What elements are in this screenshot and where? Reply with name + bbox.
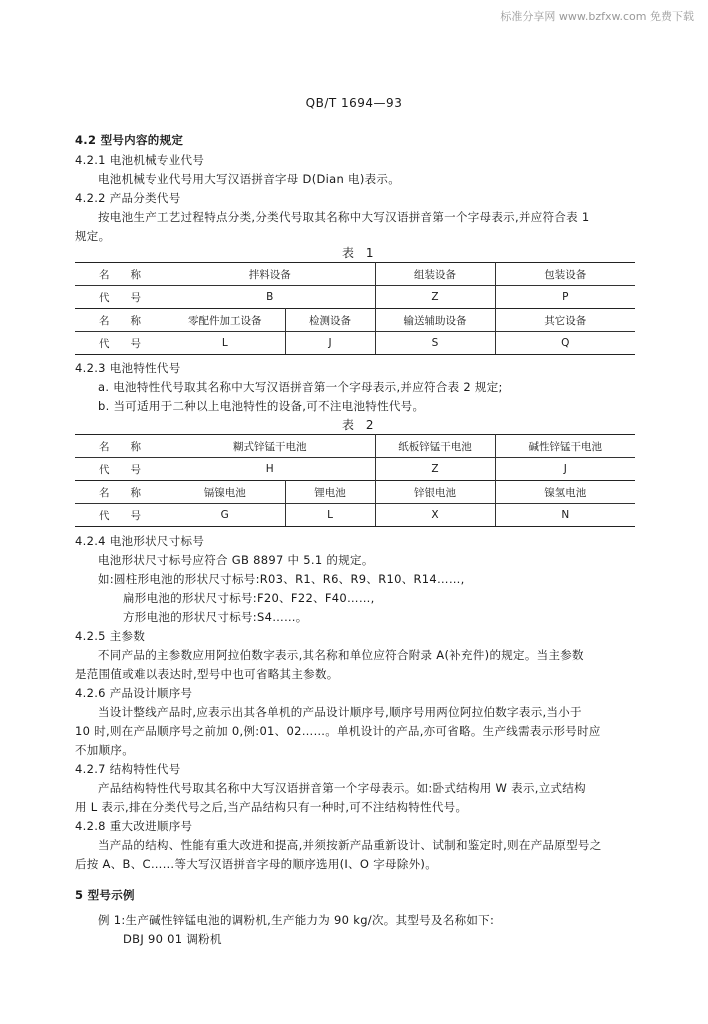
paragraph-4-2-4-example-2: 扁形电池的形状尺寸标号:F20、F22、F40……,: [123, 591, 375, 605]
paragraph-4-2-3-a: a. 电池特性代号取其名称中大写汉语拼音第一个字母表示,并应符合表 2 规定;: [98, 380, 503, 394]
table-cell: 代 号: [75, 286, 165, 309]
table-1: [75, 262, 635, 355]
table-cell: 碱性锌锰干电池: [495, 435, 635, 458]
table-cell: X: [375, 504, 495, 527]
example-1-model: DBJ 90 01 调粉机: [123, 932, 222, 946]
table-cell: 名 称: [75, 435, 165, 458]
table-row: [75, 309, 635, 332]
paragraph-4-2-8-line2: 后按 A、B、C……等大写汉语拼音字母的顺序选用(I、O 字母除外)。: [75, 857, 438, 871]
table-cell: 拌料设备: [165, 263, 375, 286]
paragraph-4-2-7-line2: 用 L 表示,排在分类代号之后,当产品结构只有一种时,可不注结构特性代号。: [75, 800, 468, 814]
table-2-caption: 表 2: [342, 418, 378, 432]
table-cell: 包装设备: [495, 263, 635, 286]
paragraph-4-2-2-line1: 按电池生产工艺过程特点分类,分类代号取其名称中大写汉语拼音第一个字母表示,并应符合表 1: [98, 210, 590, 224]
table-cell: 代 号: [75, 332, 165, 355]
paragraph-4-2-5-line2: 是范围值或难以表达时,型号中也可省略其主参数。: [75, 667, 339, 681]
table-cell: 镉镍电池: [165, 481, 285, 504]
table-cell: 代 号: [75, 458, 165, 481]
paragraph-4-2-4-example-1: 如:圆柱形电池的形状尺寸标号:R03、R1、R6、R9、R10、R14……,: [98, 572, 465, 586]
section-4-2-8-heading: 4.2.8 重大改进顺序号: [75, 819, 193, 833]
table-cell: 代 号: [75, 504, 165, 527]
paragraph-4-2-6-line1: 当设计整线产品时,应表示出其各单机的产品设计顺序号,顺序号用两位阿拉伯数字表示,当小于: [98, 705, 582, 719]
table-cell: H: [165, 458, 375, 481]
paragraph-4-2-4-example-3: 方形电池的形状尺寸标号:S4……。: [123, 610, 308, 624]
watermark: 标准分享网 www.bzfxw.com 免费下载: [500, 10, 694, 23]
table-cell: 锌银电池: [375, 481, 495, 504]
table-cell: 锂电池: [285, 481, 375, 504]
table-cell: 纸板锌锰干电池: [375, 435, 495, 458]
table-cell: N: [495, 504, 635, 527]
table-cell: 其它设备: [495, 309, 635, 332]
table-cell: S: [375, 332, 495, 355]
section-4-2-7-heading: 4.2.7 结构特性代号: [75, 762, 181, 776]
section-4-2-heading: 4.2 型号内容的规定: [75, 133, 184, 147]
section-4-2-6-heading: 4.2.6 产品设计顺序号: [75, 686, 193, 700]
table-cell: 组装设备: [375, 263, 495, 286]
table-cell: 名 称: [75, 263, 165, 286]
table-row: [75, 458, 635, 481]
table-cell: Q: [495, 332, 635, 355]
table-cell: 糊式锌锰干电池: [165, 435, 375, 458]
section-4-2-5-heading: 4.2.5 主参数: [75, 629, 146, 643]
table-cell: 输送辅助设备: [375, 309, 495, 332]
paragraph-4-2-3-b: b. 当可适用于二种以上电池特性的设备,可不注电池特性代号。: [98, 399, 425, 413]
section-4-2-2-heading: 4.2.2 产品分类代号: [75, 191, 181, 205]
table-cell: 检测设备: [285, 309, 375, 332]
table-cell: 名 称: [75, 309, 165, 332]
table-row: [75, 504, 635, 527]
table-2: [75, 434, 635, 527]
section-4-2-4-heading: 4.2.4 电池形状尺寸标号: [75, 534, 205, 548]
table-row: [75, 332, 635, 355]
table-cell: 名 称: [75, 481, 165, 504]
table-cell: 镍氢电池: [495, 481, 635, 504]
table-cell: J: [285, 332, 375, 355]
table-row: [75, 481, 635, 504]
paragraph-4-2-4: 电池形状尺寸标号应符合 GB 8897 中 5.1 的规定。: [98, 553, 374, 567]
table-row: [75, 286, 635, 309]
paragraph-4-2-1: 电池机械专业代号用大写汉语拼音字母 D(Dian 电)表示。: [98, 172, 401, 186]
paragraph-4-2-6-line3: 不加顺序。: [75, 743, 134, 757]
table-cell: P: [495, 286, 635, 309]
table-cell: J: [495, 458, 635, 481]
paragraph-4-2-5-line1: 不同产品的主参数应用阿拉伯数字表示,其名称和单位应符合附录 A(补充件)的规定。当主参数: [98, 648, 584, 662]
paragraph-4-2-2-line2: 规定。: [75, 229, 111, 243]
section-4-2-3-heading: 4.2.3 电池特性代号: [75, 361, 181, 375]
table-cell: L: [165, 332, 285, 355]
table-row: [75, 435, 635, 458]
table-cell: B: [165, 286, 375, 309]
table-cell: G: [165, 504, 285, 527]
table-cell: Z: [375, 286, 495, 309]
table-cell: 零配件加工设备: [165, 309, 285, 332]
table-1-caption: 表 1: [342, 246, 378, 260]
page-header: QB/T 1694—93: [305, 96, 403, 110]
section-5-heading: 5 型号示例: [75, 888, 135, 902]
section-4-2-1-heading: 4.2.1 电池机械专业代号: [75, 153, 205, 167]
table-cell: L: [285, 504, 375, 527]
example-1-text: 例 1:生产碱性锌锰电池的调粉机,生产能力为 90 kg/次。其型号及名称如下:: [98, 913, 495, 927]
paragraph-4-2-6-line2: 10 时,则在产品顺序号之前加 0,例:01、02……。单机设计的产品,亦可省略。生产线需表示形号时应: [75, 724, 601, 738]
paragraph-4-2-8-line1: 当产品的结构、性能有重大改进和提高,并须按新产品重新设计、试制和鉴定时,则在产品原型号之: [98, 838, 602, 852]
paragraph-4-2-7-line1: 产品结构特性代号取其名称中大写汉语拼音第一个字母表示。如:卧式结构用 W 表示,立式结构: [98, 781, 586, 795]
table-cell: Z: [375, 458, 495, 481]
table-row: [75, 263, 635, 286]
